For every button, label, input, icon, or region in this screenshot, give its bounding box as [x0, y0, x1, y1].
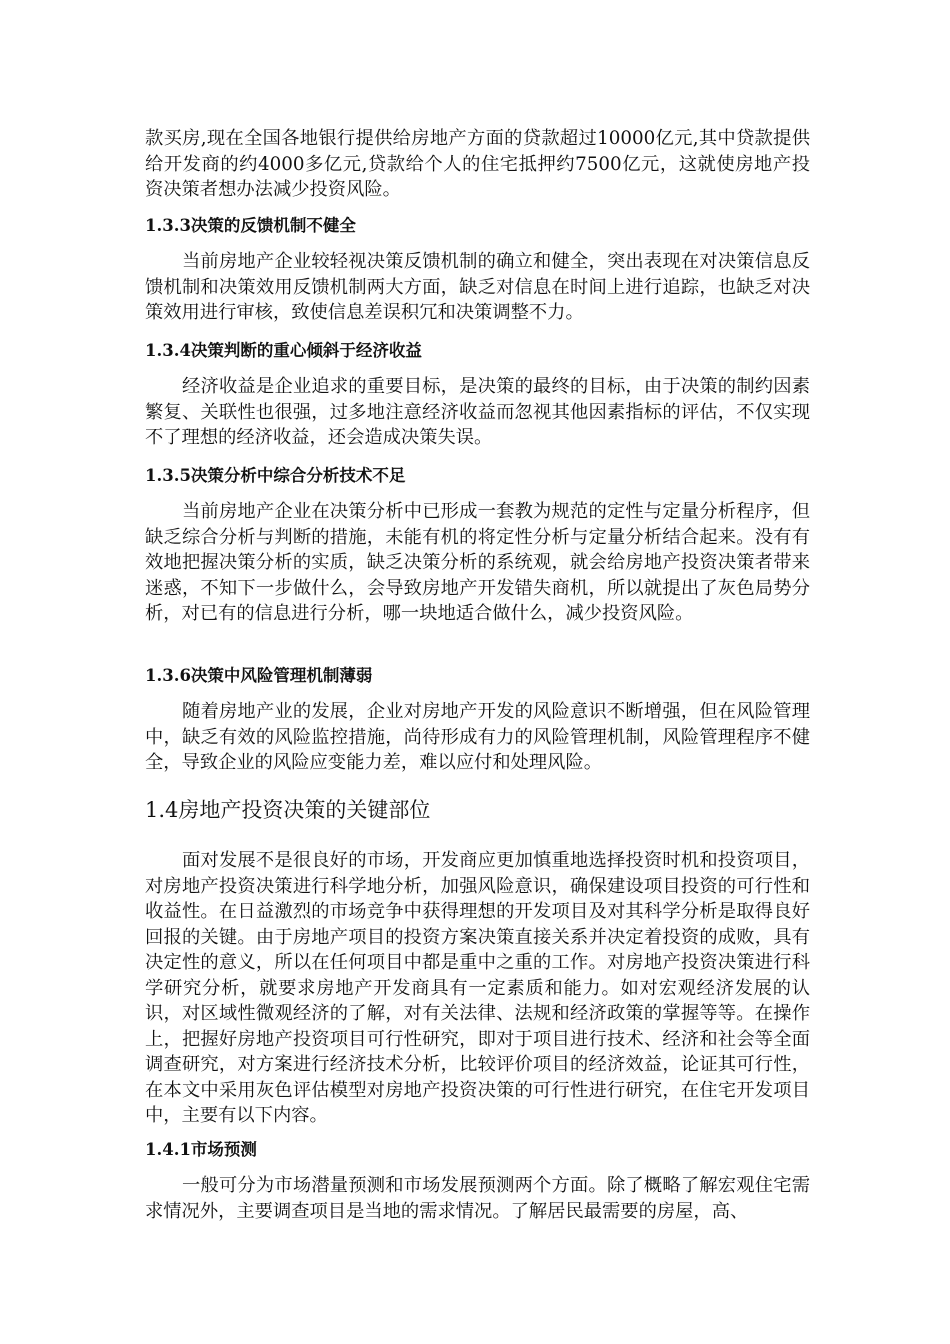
paragraph-key-parts: 面对发展不是很良好的市场，开发商应更加慎重地选择投资时机和投资项目，对房地产投资决策进行科学地分析，加强风险意识，确保建设项目投资的可行性和收益性。在日益激烈的市场竞争中获得理想的开发项目及对其科学分析是取得良好回报的关键。由于房地产项目的投资方案决策直接关系并决定着投资的成败，具有决定性的意义，所以在任何项目中都是重中之重的工作。对房地产投资决策进行科学研究分析，就要求房地产开发商具有一定素质和能力。如对宏观经济发展的认识，对区域性微观经济的了解，对有关法律、法规和经济政策的掌握等等。在操作上，把握好房地产投资项目可行性研究，即对于项目进行技术、经济和社会等全面调查研究，对方案进行经济技术分析，比较评价项目的经济效益，论证其可行性，在本文中采用灰色评估模型对房地产投资决策的可行性进行研究，在住宅开发项目中，主要有以下内容。 [145, 850, 810, 1126]
section-heading-1-4: 1.4房地产投资决策的关键部位 [145, 798, 431, 822]
paragraph-loan-risk: 款买房,现在全国各地银行提供给房地产方面的贷款超过10000亿元,其中贷款提供给开发商的约4000多亿元,贷款给个人的住宅抵押约7500亿元，这就使房地产投资决策者想办法减少投资风险。 [145, 128, 810, 200]
heading-1-3-3: 1.3.3决策的反馈机制不健全 [145, 216, 356, 235]
paragraph-market-forecast: 一般可分为市场潜量预测和市场发展预测两个方面。除了概略了解宏观住宅需求情况外，主要调查项目是当地的需求情况。了解居民最需要的房屋，高、 [145, 1175, 810, 1222]
paragraph-analysis-technique: 当前房地产企业在决策分析中已形成一套教为规范的定性与定量分析程序，但缺乏综合分析与判断的措施，未能有机的将定性分析与定量分析结合起来。没有有效地把握决策分析的实质，缺乏决策分析的系统观，就会给房地产投资决策者带来迷惑，不知下一步做什么，会导致房地产开发错失商机，所以就提出了灰色局势分析，对已有的信息进行分析，哪一块地适合做什么，减少投资风险。 [145, 501, 810, 624]
heading-1-4-1: 1.4.1市场预测 [145, 1140, 257, 1159]
paragraph-economic-benefit: 经济收益是企业追求的重要目标，是决策的最终的目标，由于决策的制约因素繁复、关联性也很强，过多地注意经济收益而忽视其他因素指标的评估，不仅实现不了理想的经济收益，还会造成决策失误。 [145, 376, 810, 448]
heading-1-3-4: 1.3.4决策判断的重心倾斜于经济收益 [145, 341, 422, 360]
heading-1-3-5: 1.3.5决策分析中综合分析技术不足 [145, 466, 406, 485]
heading-1-3-6: 1.3.6决策中风险管理机制薄弱 [145, 666, 373, 685]
paragraph-risk-management: 随着房地产业的发展，企业对房地产开发的风险意识不断增强，但在风险管理中，缺乏有效的风险监控措施，尚待形成有力的风险管理机制，风险管理程序不健全，导致企业的风险应变能力差，难以应付和处理风险。 [145, 701, 810, 773]
paragraph-feedback-mechanism: 当前房地产企业较轻视决策反馈机制的确立和健全，突出表现在对决策信息反馈机制和决策效用反馈机制两大方面，缺乏对信息在时间上进行追踪，也缺乏对决策效用进行审核，致使信息差误积冗和决策调整不力。 [145, 251, 810, 323]
